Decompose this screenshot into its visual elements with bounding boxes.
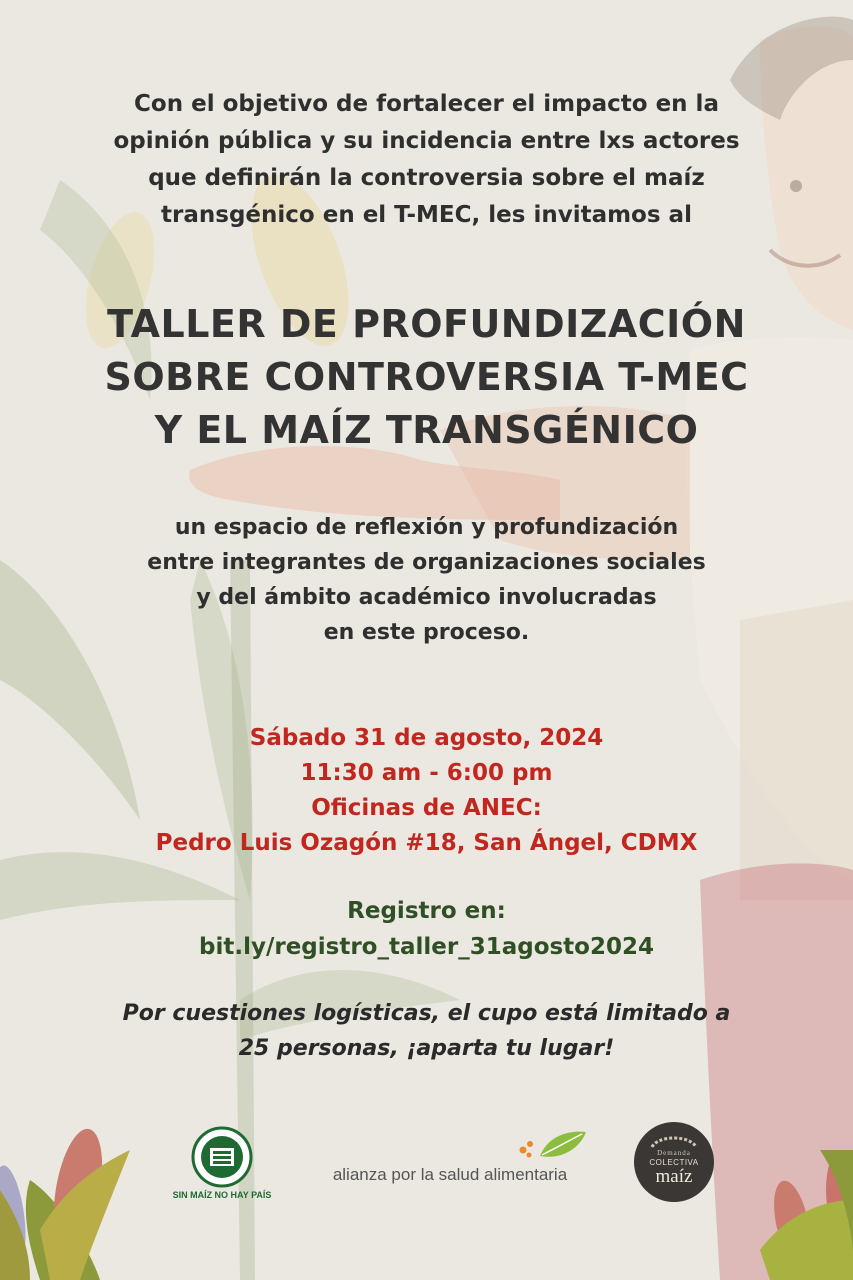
- event-address: Pedro Luis Ozagón #18, San Ángel, CDMX: [155, 830, 698, 856]
- sin-maiz-logo: [172, 1126, 272, 1206]
- intro-line: transgénico en el T-MEC, les invitamos al: [161, 202, 692, 228]
- colectiva-bottom-text: maíz: [655, 1166, 693, 1187]
- registration-section: [30, 893, 823, 965]
- event-time: 11:30 am - 6:00 pm: [300, 760, 553, 786]
- event-title: [20, 298, 833, 457]
- description-line: entre integrantes de organizaciones sociales: [147, 550, 706, 575]
- title-line: SOBRE CONTROVERSIA T-MEC: [104, 355, 749, 399]
- description-line: en este proceso.: [323, 620, 530, 645]
- note-line: Por cuestiones logísticas, el cupo está limitado a: [122, 1001, 731, 1026]
- registration-link[interactable]: bit.ly/registro_taller_31agosto2024: [199, 934, 654, 960]
- sin-maiz-text: SIN MAÍZ NO HAY PAÍS: [172, 1190, 272, 1200]
- alianza-text: alianza por la salud alimentaria: [332, 1165, 568, 1184]
- leaf-icon: [518, 1128, 588, 1162]
- note-line: 25 personas, ¡aparta tu lugar!: [238, 1036, 615, 1061]
- description-line: y del ámbito académico involucradas: [196, 585, 657, 610]
- event-details: [30, 721, 823, 861]
- intro-line: opinión pública y su incidencia entre lxs actores: [113, 128, 740, 154]
- alianza-logo: [300, 1128, 600, 1192]
- colectiva-mid-text: COLECTIVA: [649, 1158, 699, 1167]
- intro-line: Con el objetivo de fortalecer el impacto en la: [134, 91, 719, 117]
- colectiva-top-text: Demanda: [657, 1149, 691, 1157]
- capacity-note: [30, 996, 823, 1066]
- intro-line: que definirán la controversia sobre el maíz: [148, 165, 705, 191]
- intro-text: [40, 86, 813, 234]
- description-line: un espacio de reflexión y profundización: [174, 515, 679, 540]
- title-line: TALLER DE PROFUNDIZACIÓN: [107, 302, 746, 346]
- arch-icon: [650, 1132, 698, 1148]
- event-venue: Oficinas de ANEC:: [311, 795, 542, 821]
- title-line: Y EL MAÍZ TRANSGÉNICO: [154, 408, 699, 452]
- sin-maiz-emblem-icon: [191, 1126, 253, 1188]
- event-date: Sábado 31 de agosto, 2024: [249, 725, 604, 751]
- colectiva-maiz-logo: [634, 1122, 714, 1202]
- registration-label: Registro en:: [347, 898, 506, 924]
- description-text: [30, 510, 823, 650]
